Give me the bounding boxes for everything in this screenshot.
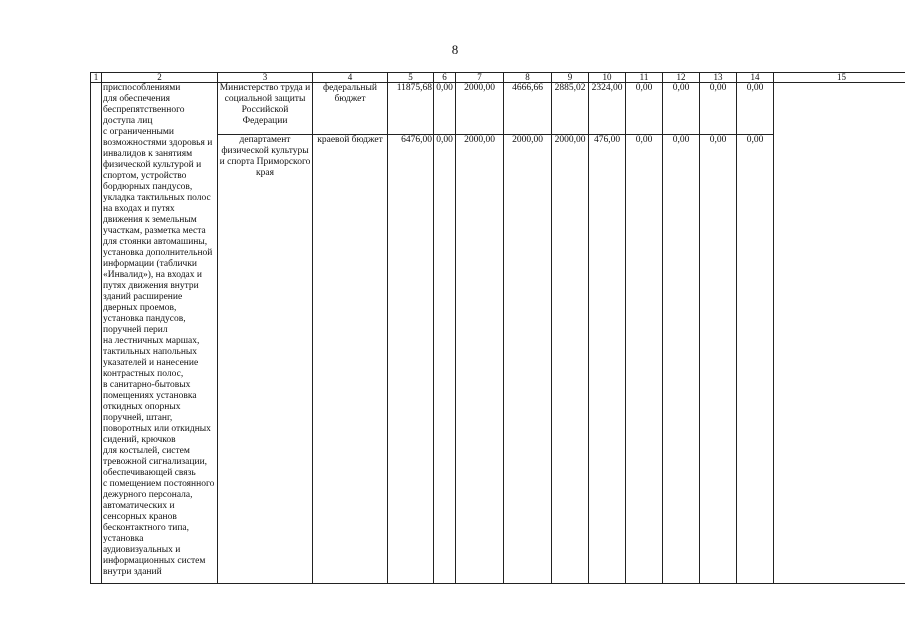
page-number: 8	[451, 42, 459, 57]
description-line: на лестничных маршах,	[103, 336, 200, 346]
value-cell-10: 476,00	[589, 135, 626, 584]
description-line: для костылей, систем	[103, 446, 190, 456]
description-line: для обеспечения	[103, 94, 171, 104]
row-number-cell	[91, 83, 102, 584]
value-cell-10: 2324,00	[589, 83, 626, 135]
description-line: сенсорных кранов	[103, 512, 177, 522]
value-cell-5: 11875,68	[388, 83, 434, 135]
description-line: физической культурой и	[103, 160, 202, 170]
description-line: сидений, крючков	[103, 435, 176, 445]
column-header: 4	[313, 73, 388, 83]
column-header: 3	[218, 73, 313, 83]
description-line: бордюрных пандусов,	[103, 182, 193, 192]
value-cell-12: 0,00	[663, 135, 700, 584]
column-header: 14	[737, 73, 774, 83]
description-line: движения к земельным	[103, 215, 197, 225]
description-line: приспособлениями	[103, 83, 181, 93]
description-line: «Инвалид»), на входах и	[103, 270, 202, 280]
funding-source-cell: федеральный бюджет	[313, 83, 388, 135]
value-cell-7: 2000,00	[456, 83, 504, 135]
description-line: информационных систем	[103, 556, 206, 566]
value-cell-5: 6476,00	[388, 135, 434, 584]
column-header: 9	[552, 73, 589, 83]
description-line: поворотных или откидных	[103, 424, 211, 434]
description-line: для стоянки автомашины,	[103, 237, 208, 247]
column-header: 13	[700, 73, 737, 83]
description-line: указателей и нанесение	[103, 358, 199, 368]
measure-description-cell	[102, 83, 218, 584]
value-cell-8: 2000,00	[504, 135, 552, 584]
description-line: установка пандусов,	[103, 314, 186, 324]
value-cell-11: 0,00	[626, 135, 663, 584]
description-line: автоматических и	[103, 501, 175, 511]
description-line: в санитарно-бытовых	[103, 380, 191, 390]
budget-table	[90, 72, 905, 584]
executor-cell: Министерство труда и социальной защиты Российской Федерации	[218, 83, 313, 135]
description-line: участкам, разметка места	[103, 226, 206, 236]
description-line: беспрепятственного	[103, 105, 185, 115]
column-header: 11	[626, 73, 663, 83]
column-header: 15	[774, 73, 905, 83]
funding-source-cell: краевой бюджет	[313, 135, 388, 584]
description-line: доступа лиц	[103, 116, 153, 126]
description-line: на входах и путях	[103, 204, 175, 214]
value-cell-8: 4666,66	[504, 83, 552, 135]
value-cell-6: 0,00	[434, 83, 456, 135]
executor-cell: департамент физической культуры и спорта Приморского края	[218, 135, 313, 584]
description-line: помещениях установка	[103, 391, 197, 401]
description-line: внутри зданий	[103, 567, 162, 577]
column-header: 12	[663, 73, 700, 83]
column-header: 8	[504, 73, 552, 83]
description-line: установка	[103, 534, 144, 544]
column-header: 6	[434, 73, 456, 83]
description-line: поручней перил	[103, 325, 168, 335]
description-line: установка дополнительной	[103, 248, 213, 258]
value-cell-12: 0,00	[663, 83, 700, 135]
description-line: с ограниченными	[103, 127, 175, 137]
description-line: тактильных напольных	[103, 347, 198, 357]
description-line: обеспечивающей связь	[103, 468, 196, 478]
description-line: контрастных полос,	[103, 369, 184, 379]
description-line: зданий расширение	[103, 292, 183, 302]
description-line: тревожной сигнализации,	[103, 457, 208, 467]
description-line: возможностями здоровья и	[103, 138, 213, 148]
description-line: дверных проемов,	[103, 303, 177, 313]
column-header: 10	[589, 73, 626, 83]
column-number-row	[91, 73, 905, 83]
column-header: 5	[388, 73, 434, 83]
description-line: информации (таблички	[103, 259, 198, 269]
description-line: бесконтактного типа,	[103, 523, 190, 533]
column-header: 7	[456, 73, 504, 83]
description-line: поручней, штанг,	[103, 413, 173, 423]
notes-cell	[774, 83, 905, 584]
description-line: дежурного персонала,	[103, 490, 193, 500]
description-line: с помещением постоянного	[103, 479, 215, 489]
column-header: 1	[91, 73, 102, 83]
value-cell-6: 0,00	[434, 135, 456, 584]
value-cell-7: 2000,00	[456, 135, 504, 584]
value-cell-13: 0,00	[700, 83, 737, 135]
value-cell-9: 2885,02	[552, 83, 589, 135]
table-row	[91, 83, 905, 135]
description-line: аудиовизуальных и	[103, 545, 181, 555]
description-line: откидных опорных	[103, 402, 181, 412]
description-line: инвалидов к занятиям	[103, 149, 193, 159]
value-cell-9: 2000,00	[552, 135, 589, 584]
description-line: путях движения внутри	[103, 281, 199, 291]
value-cell-13: 0,00	[700, 135, 737, 584]
description-line: укладка тактильных полос	[103, 193, 211, 203]
description-line: спортом, устройство	[103, 171, 187, 181]
value-cell-14: 0,00	[737, 83, 774, 135]
column-header: 2	[102, 73, 218, 83]
value-cell-11: 0,00	[626, 83, 663, 135]
value-cell-14: 0,00	[737, 135, 774, 584]
